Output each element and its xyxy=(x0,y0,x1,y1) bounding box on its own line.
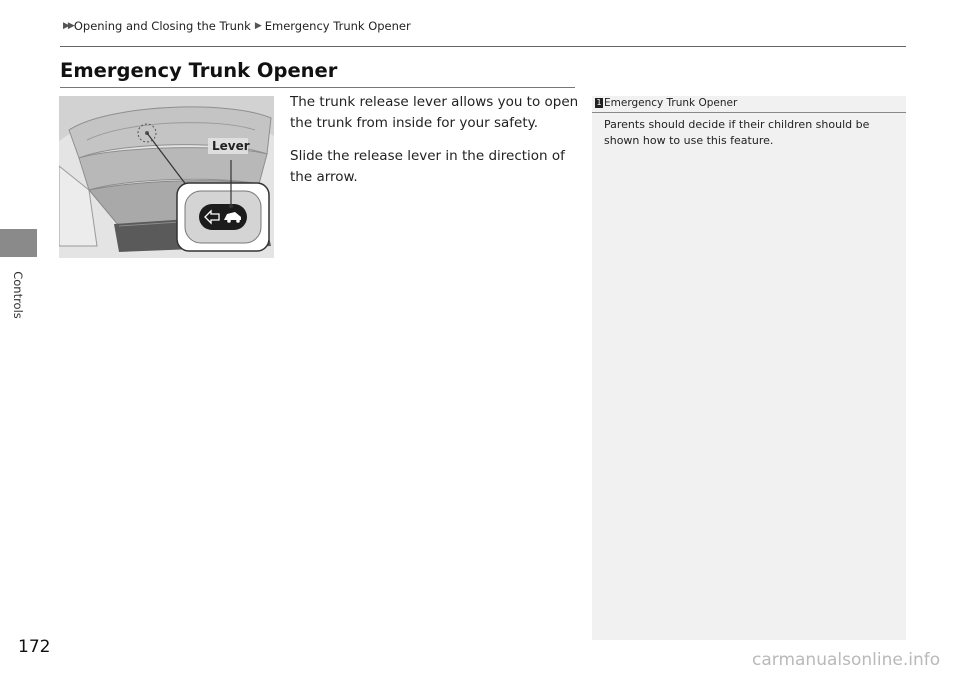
lever-callout-label: Lever xyxy=(212,139,250,153)
breadcrumb xyxy=(62,19,411,33)
note-heading xyxy=(592,97,737,109)
section-side-label-text: Controls xyxy=(11,271,25,319)
breadcrumb-item-trunk[interactable]: Opening and Closing the Trunk xyxy=(73,19,251,33)
double-arrow-icon: ▶▶ xyxy=(63,21,73,31)
trunk-illustration xyxy=(59,96,274,258)
page-number: 172 xyxy=(18,637,51,657)
watermark-text: carmanualsonline.info xyxy=(752,650,941,670)
paragraph-slide-lever: Slide the release lever in the direction of the arrow. xyxy=(290,148,565,185)
body-text xyxy=(290,92,580,200)
note-text: Parents should decide if their children should be shown how to use this feature. xyxy=(604,118,870,147)
note-divider xyxy=(592,112,906,113)
page-title: Emergency Trunk Opener xyxy=(60,59,338,82)
title-divider xyxy=(60,87,575,88)
header-divider xyxy=(60,46,906,47)
note-heading-text: Emergency Trunk Opener xyxy=(604,97,738,109)
section-tab xyxy=(0,229,37,257)
arrow-right-icon: ▶ xyxy=(254,21,262,31)
section-side-label xyxy=(6,270,30,320)
paragraph-release-lever: The trunk release lever allows you to open the trunk from inside for your safety. xyxy=(290,94,579,131)
note-number-badge: 1 xyxy=(596,98,602,107)
breadcrumb-item-current: Emergency Trunk Opener xyxy=(264,19,411,33)
note-box xyxy=(592,96,906,640)
